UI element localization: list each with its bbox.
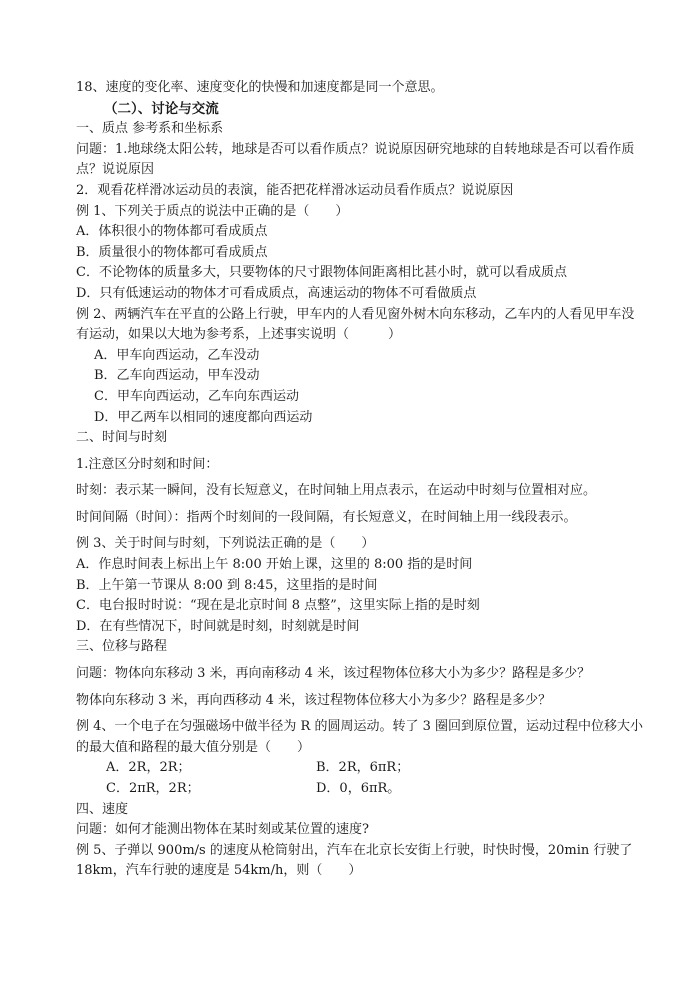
option-c: C．2πR，2R； [106, 781, 200, 796]
text-line: 1.注意区分时刻和时间： [76, 456, 219, 472]
question-text: 物体向东移动 3 米，再向西移动 4 米，该过程物体位移大小为多少？路程是多少？ [76, 692, 552, 708]
subsection-heading: 四、速度 [76, 801, 129, 817]
text-line: 18、速度的变化率、速度变化的快慢和加速度都是同一个意思。 [76, 80, 444, 95]
option-c: C．不论物体的质量多大，只要物体的尺寸跟物体间距离相比甚小时，就可以看成质点 [76, 265, 567, 281]
option-d: D．在有些情况下，时间就是时刻，时刻就是时间 [76, 618, 360, 634]
definition-moment: 时刻：表示某一瞬间，没有长短意义，在时间轴上用点表示，在运动中时刻与位置相对应。 [76, 483, 597, 499]
subsection-heading: 一、质点 参考系和坐标系 [76, 121, 224, 137]
subsection-heading: 三、位移与路程 [76, 639, 168, 655]
option-a: A．2R，2R； [106, 760, 191, 776]
option-d: D．只有低速运动的物体才可看成质点，高速运动的物体不可看做质点 [76, 285, 477, 301]
question-text: 问题：1.地球绕太阳公转，地球是否可以看作质点？说说原因研究地球的自转地球是否可以看作质点？说说原因 [76, 141, 635, 178]
question-text: 2．观看花样滑冰运动员的表演，能否把花样滑冰运动员看作质点？说说原因 [76, 182, 514, 198]
definition-interval: 时间间隔（时间）：指两个时刻间的一段间隔，有长短意义，在时间轴上用一线段表示。 [76, 509, 577, 525]
option-d: D．0，6πR。 [316, 781, 401, 796]
question-text: 问题：物体向东移动 3 米，再向南移动 4 米，该过程物体位移大小为多少？路程是多少？ [76, 666, 591, 682]
question-text: 问题：如何才能测出物体在某时刻或某位置的速度? [76, 822, 369, 838]
example-question: 例 2、两辆汽车在平直的公路上行驶，甲车内的人看见窗外树木向东移动，乙车内的人看见甲车没有运动，如果以大地为参考系，上述事实说明（ ） [76, 306, 635, 343]
option-b: B．质量很小的物体都可看成质点 [76, 244, 268, 260]
option-a: A．体积很小的物体都可看成质点 [76, 224, 268, 240]
option-b: B．2R，6πR； [316, 760, 410, 776]
options-row [76, 758, 646, 779]
section-heading: （二）、讨论与交流 [104, 100, 219, 117]
option-b: B．上午第一节课从 8:00 到 8:45，这里指的是时间 [76, 577, 378, 593]
example-question: 例 5、子弹以 900m/s 的速度从枪筒射出，汽车在北京长安街上行驶，时快时慢，20min 行驶了 18km，汽车行驶的速度是 54km/h，则（ ） [76, 842, 633, 879]
option-b: B．乙车向西运动，甲车没动 [94, 368, 260, 384]
option-a: A．作息时间表上标出上午 8:00 开始上课，这里的 8:00 指的是时间 [76, 557, 473, 573]
option-d: D．甲乙两车以相同的速度都向西运动 [94, 409, 313, 425]
example-question: 例 3、关于时间与时刻，下列说法正确的是（ ） [76, 536, 375, 552]
example-question: 例 1、下列关于质点的说法中正确的是（ ） [76, 203, 349, 219]
example-question: 例 4、一个电子在匀强磁场中做半径为 R 的圆周运动。转了 3 圈回到原位置，运动过程中位移大小的最大值和路程的最大值分别是（ ） [76, 719, 643, 755]
subsection-heading: 二、时间与时刻 [76, 430, 168, 446]
options-row [76, 779, 646, 800]
option-c: C．电台报时时说：“现在是北京时间 8 点整”，这里实际上指的是时刻 [76, 598, 480, 614]
option-a: A．甲车向西运动，乙车没动 [94, 347, 260, 363]
option-c: C．甲车向西运动，乙车向东西运动 [94, 388, 299, 404]
